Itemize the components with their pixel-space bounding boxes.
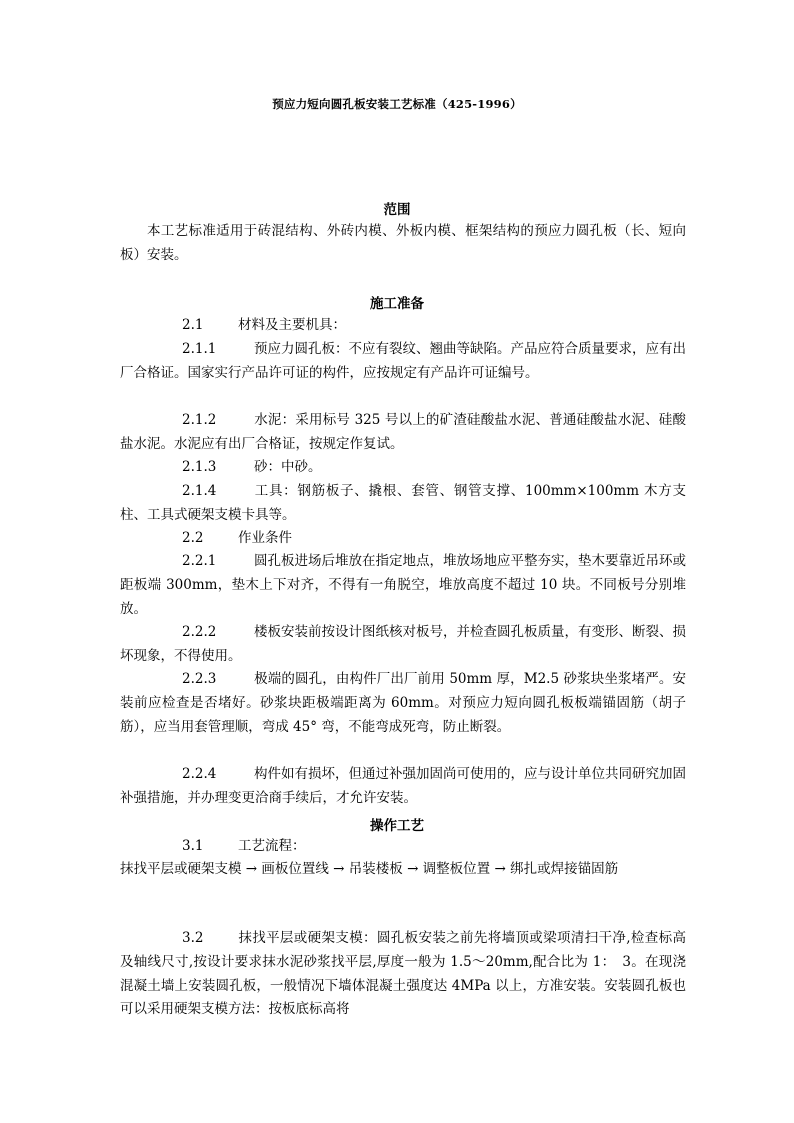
item-text: 极端的圆孔，由构件厂出厂前用 50mm 厚，M2.5 砂浆块坐浆堵严。安装前应检查是否堵好。砂浆块距极端距离为 60mm。对预应力短向圆孔板板端锚固筋（胡子筋），应当用套管理顺，弯成 45° 弯，不能弯成死弯，防止断裂。 [120,671,686,735]
item-number: 2.1.1 [182,341,217,357]
item-number: 2.2 [182,530,204,546]
item-number: 2.2.2 [182,624,217,640]
item-number: 2.1 [182,317,204,333]
item-text: 作业条件 [238,530,292,546]
item-2-2-3 [120,668,686,739]
item-3-2 [120,927,686,1022]
item-2-1-1 [120,338,686,386]
item-text: 水泥：采用标号 325 号以上的矿渣硅酸盐水泥、普通硅酸盐水泥、硅酸盐水泥。水泥应有出厂合格证，按规定作复试。 [120,412,686,452]
item-text: 圆孔板进场后堆放在指定地点，堆放场地应平整夯实，垫木要靠近吊环或距板端 300mm，垫木上下对齐，不得有一角脱空，堆放高度不超过 10 块。不同板号分别堆放。 [120,553,686,617]
item-2-1 [120,314,686,338]
item-text: 工艺流程： [238,838,306,854]
item-text: 楼板安装前按设计图纸核对板号，并检查圆孔板质量，有变形、断裂、损坏现象，不得使用。 [120,624,686,664]
item-2-2 [120,527,686,551]
item-2-2-1 [120,550,686,621]
item-text: 砂：中砂。 [254,459,322,475]
item-number: 2.2.4 [182,766,217,782]
item-text: 预应力圆孔板：不应有裂纹、翘曲等缺陷。产品应符合质量要求，应有出厂合格证。国家实行产品许可证的构件，应按规定有产品许可证编号。 [120,341,686,381]
item-2-1-4 [120,480,686,528]
item-2-1-3 [120,456,686,480]
item-2-1-2 [120,409,686,457]
item-number: 2.2.1 [182,553,217,569]
item-text: 抹找平层或硬架支模：圆孔板安装之前先将墙顶或梁项清扫干净,检查标高及轴线尺寸,按设计要求抹水泥砂浆找平层,厚度一般为 1.5～20mm,配合比为 1： 3。在现浇混凝土墙上安装圆孔板，一般情况下墙体混凝土强度达 4MPa 以上，方准安装。安装圆孔板也可以采用硬架支模方法：按板底标高将 [120,930,686,1018]
section-heading-process: 操作工艺 [370,818,424,834]
item-2-2-2 [120,621,686,669]
section-heading-scope: 范围 [383,202,411,218]
item-number: 2.1.4 [182,483,217,499]
item-number: 2.2.3 [182,671,217,687]
document-title: 预应力短向圆孔板安装工艺标准（425-1996） [272,97,522,111]
section-heading-preparation: 施工准备 [370,296,424,312]
item-number: 3.2 [182,930,204,946]
scope-paragraph: 本工艺标准适用于砖混结构、外砖内模、外板内模、框架结构的预应力圆孔板（长、短向板）安装。 [120,223,686,263]
item-number: 2.1.3 [182,459,217,475]
item-text: 构件如有损坏，但通过补强加固尚可使用的，应与设计单位共同研究加固补强措施，并办理变更洽商手续后，才允许安装。 [120,766,686,806]
item-text: 材料及主要机具： [238,317,346,333]
item-text: 工具：钢筋板子、撬根、套管、钢管支撑、100mm×100mm 木方支柱、工具式硬架支模卡具等。 [120,483,686,523]
item-2-2-4 [120,763,686,811]
item-3-1 [120,835,686,859]
item-number: 3.1 [182,838,204,854]
item-number: 2.1.2 [182,412,217,428]
process-flow: 抹找平层或硬架支模 → 画板位置线 → 吊装楼板 → 调整板位置 → 绑扎或焊接锚固筋 [120,861,619,877]
